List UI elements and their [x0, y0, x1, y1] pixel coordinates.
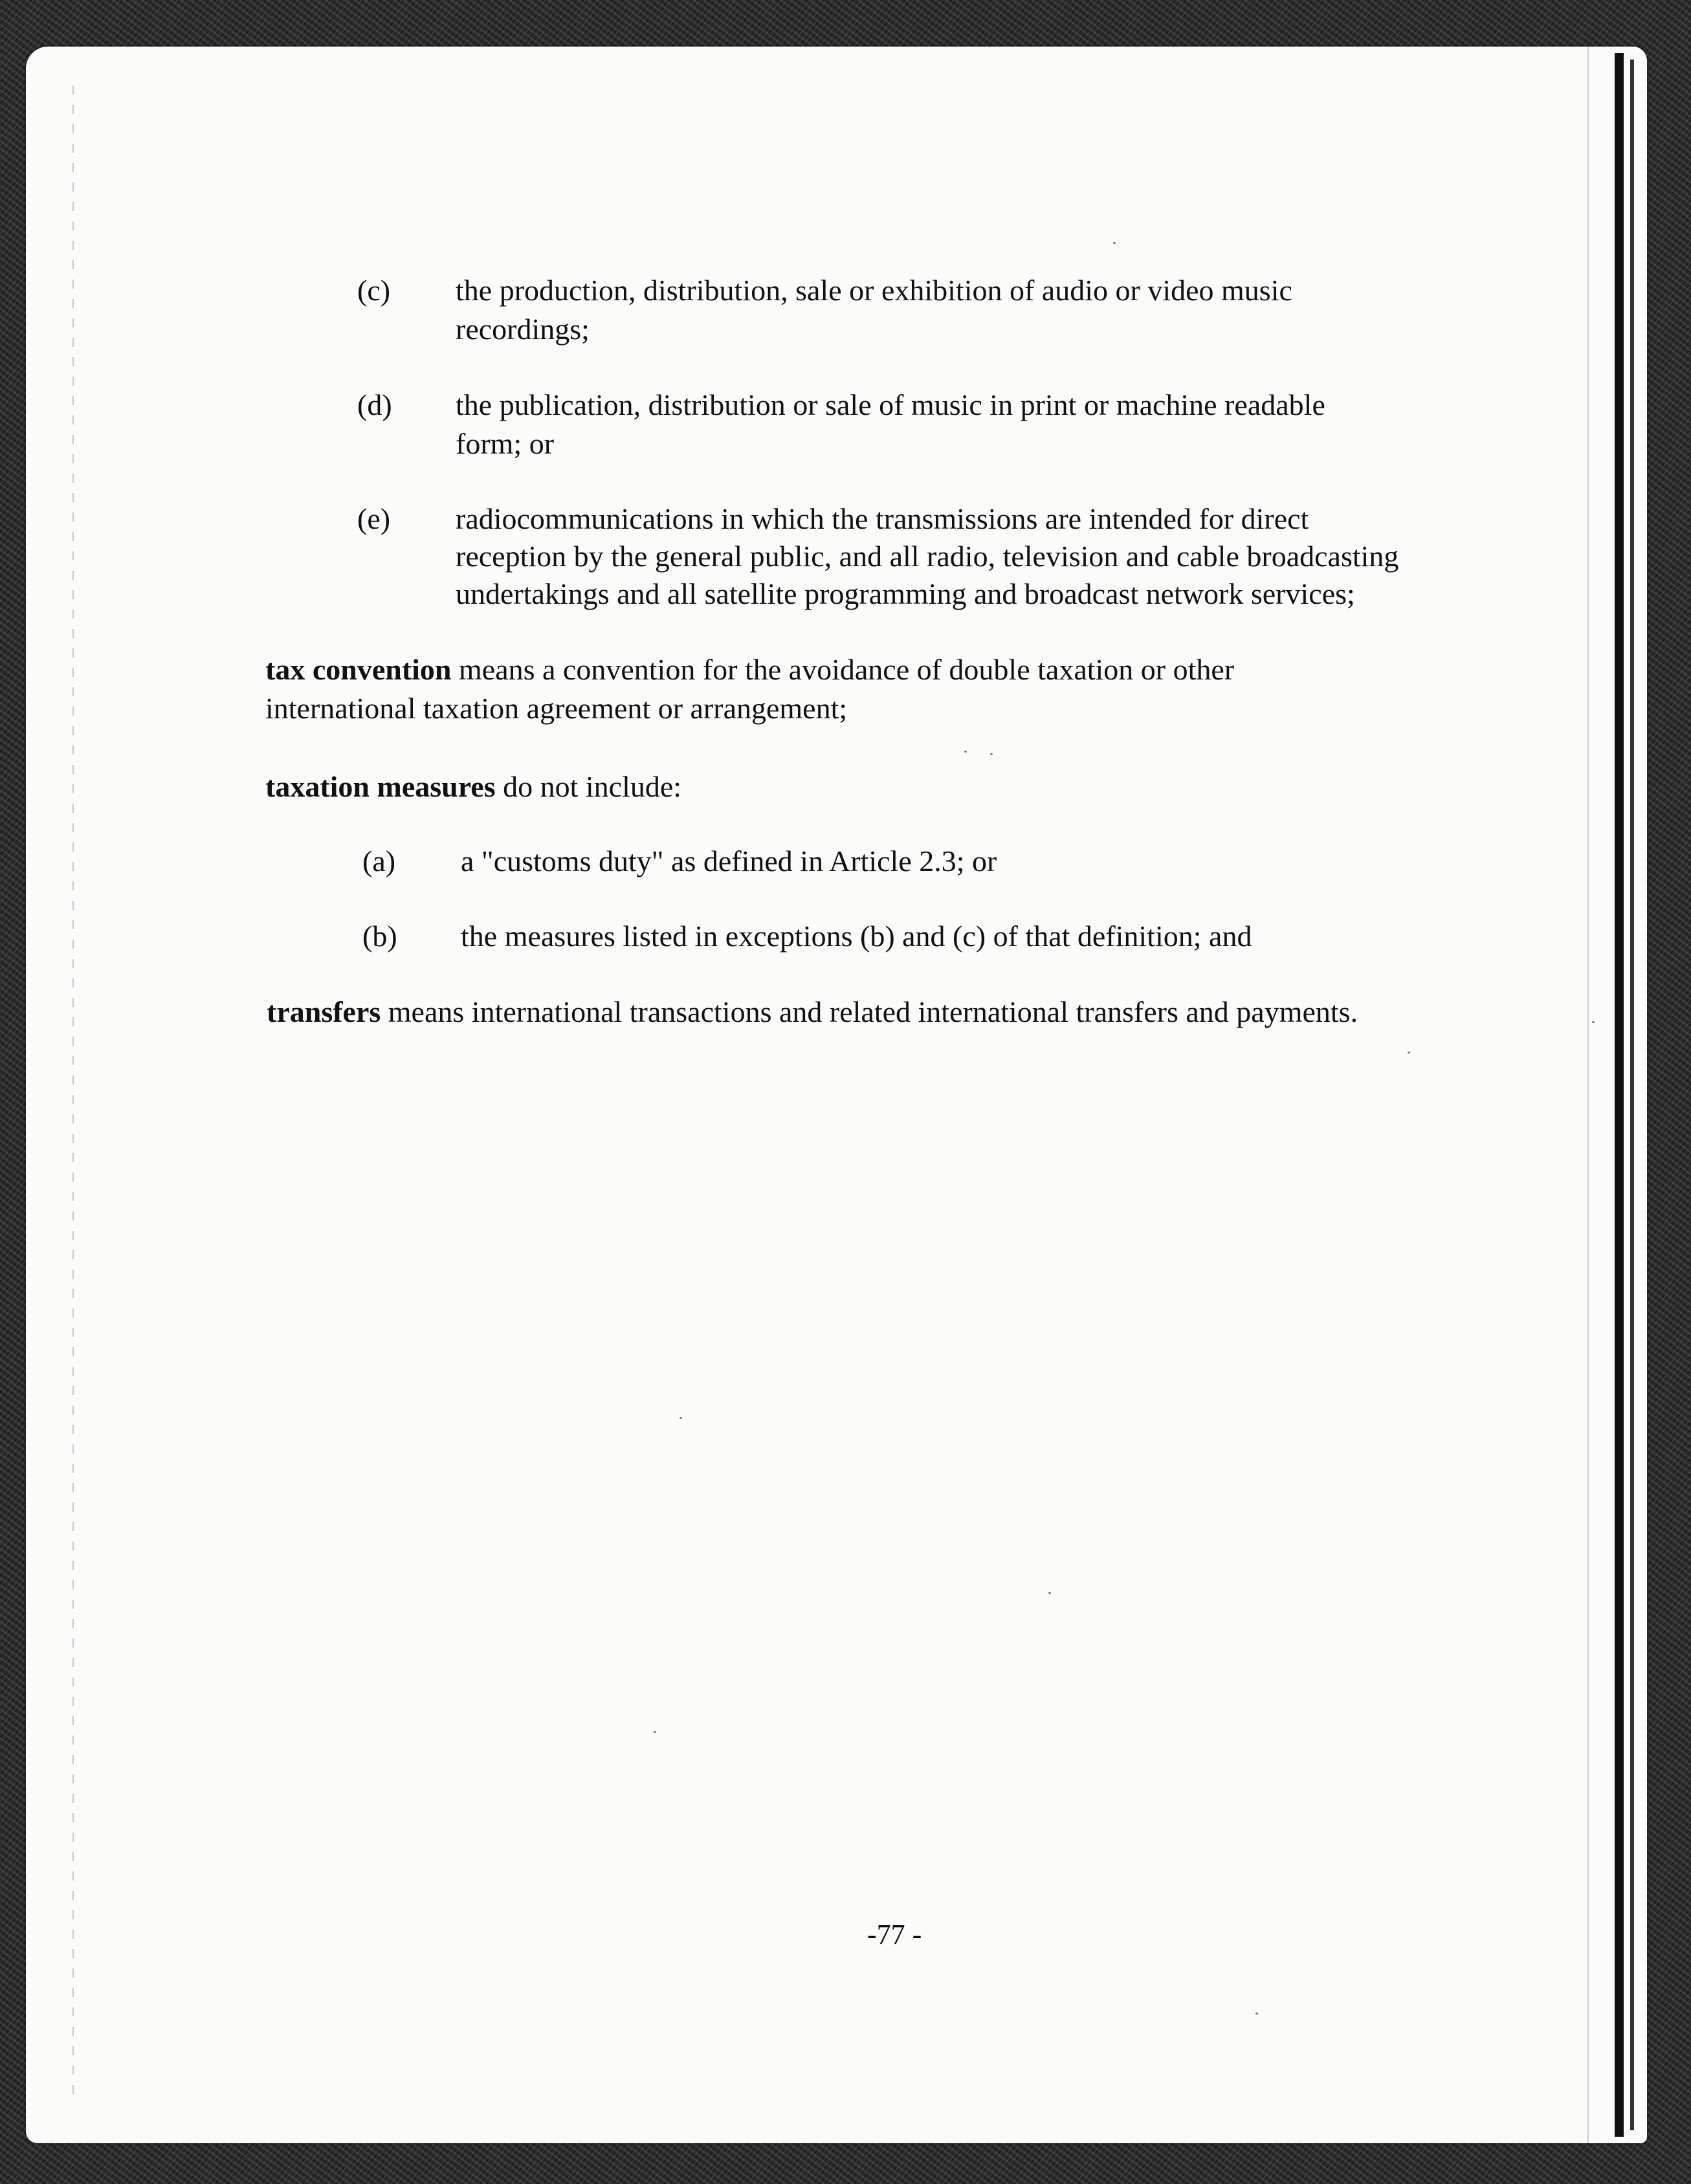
scan-speck: [990, 753, 993, 755]
list-label-c: (c): [357, 274, 391, 307]
item-e-line-2: reception by the general public, and all radio, television and cable broadcasting: [456, 540, 1399, 573]
item-e-line-1: radiocommunications in which the transmissions are intended for direct: [456, 502, 1309, 535]
scan-speck: [1113, 242, 1116, 244]
item-c-line-2: recordings;: [456, 313, 590, 346]
taxation-item-a: a "customs duty" as defined in Article 2.3; or: [461, 844, 997, 877]
scan-speck: [1592, 1021, 1595, 1023]
transfers-definition: means international transactions and related international transfers and payments.: [381, 995, 1358, 1028]
definition-tax-convention: [265, 651, 1234, 689]
tax-convention-line-1: means a convention for the avoidance of double taxation or other: [451, 653, 1235, 686]
scan-speck: [680, 1417, 682, 1419]
item-c-line-1: the production, distribution, sale or exhibition of audio or video music: [456, 274, 1292, 307]
scan-speck: [964, 751, 967, 753]
scan-speck: [654, 1731, 656, 1733]
list-label-b: (b): [362, 920, 397, 953]
definition-taxation-measures: [265, 768, 681, 806]
scan-speck: [1408, 1052, 1410, 1053]
taxation-item-b: the measures listed in exceptions (b) and (c) of that definition; and: [461, 920, 1252, 953]
list-label-a: (a): [362, 844, 396, 877]
term-taxation-measures: taxation measures: [265, 770, 496, 803]
list-label-e: (e): [357, 502, 391, 535]
definition-transfers: [267, 993, 1358, 1031]
scan-speck: [1048, 1592, 1051, 1594]
item-e-line-3: undertakings and all satellite programming and broadcast network services;: [456, 577, 1355, 610]
list-label-d: (d): [357, 388, 392, 421]
item-d-line-2: form; or: [456, 427, 555, 460]
page-number: -77 -: [867, 1919, 922, 1950]
term-transfers: transfers: [267, 995, 381, 1028]
taxation-measures-intro: do not include:: [495, 770, 682, 803]
term-tax-convention: tax convention: [265, 653, 452, 686]
scan-speck: [1255, 2013, 1258, 2014]
item-d-line-1: the publication, distribution or sale of music in print or machine readable: [456, 388, 1325, 421]
tax-convention-line-2: international taxation agreement or arrangement;: [265, 692, 848, 725]
